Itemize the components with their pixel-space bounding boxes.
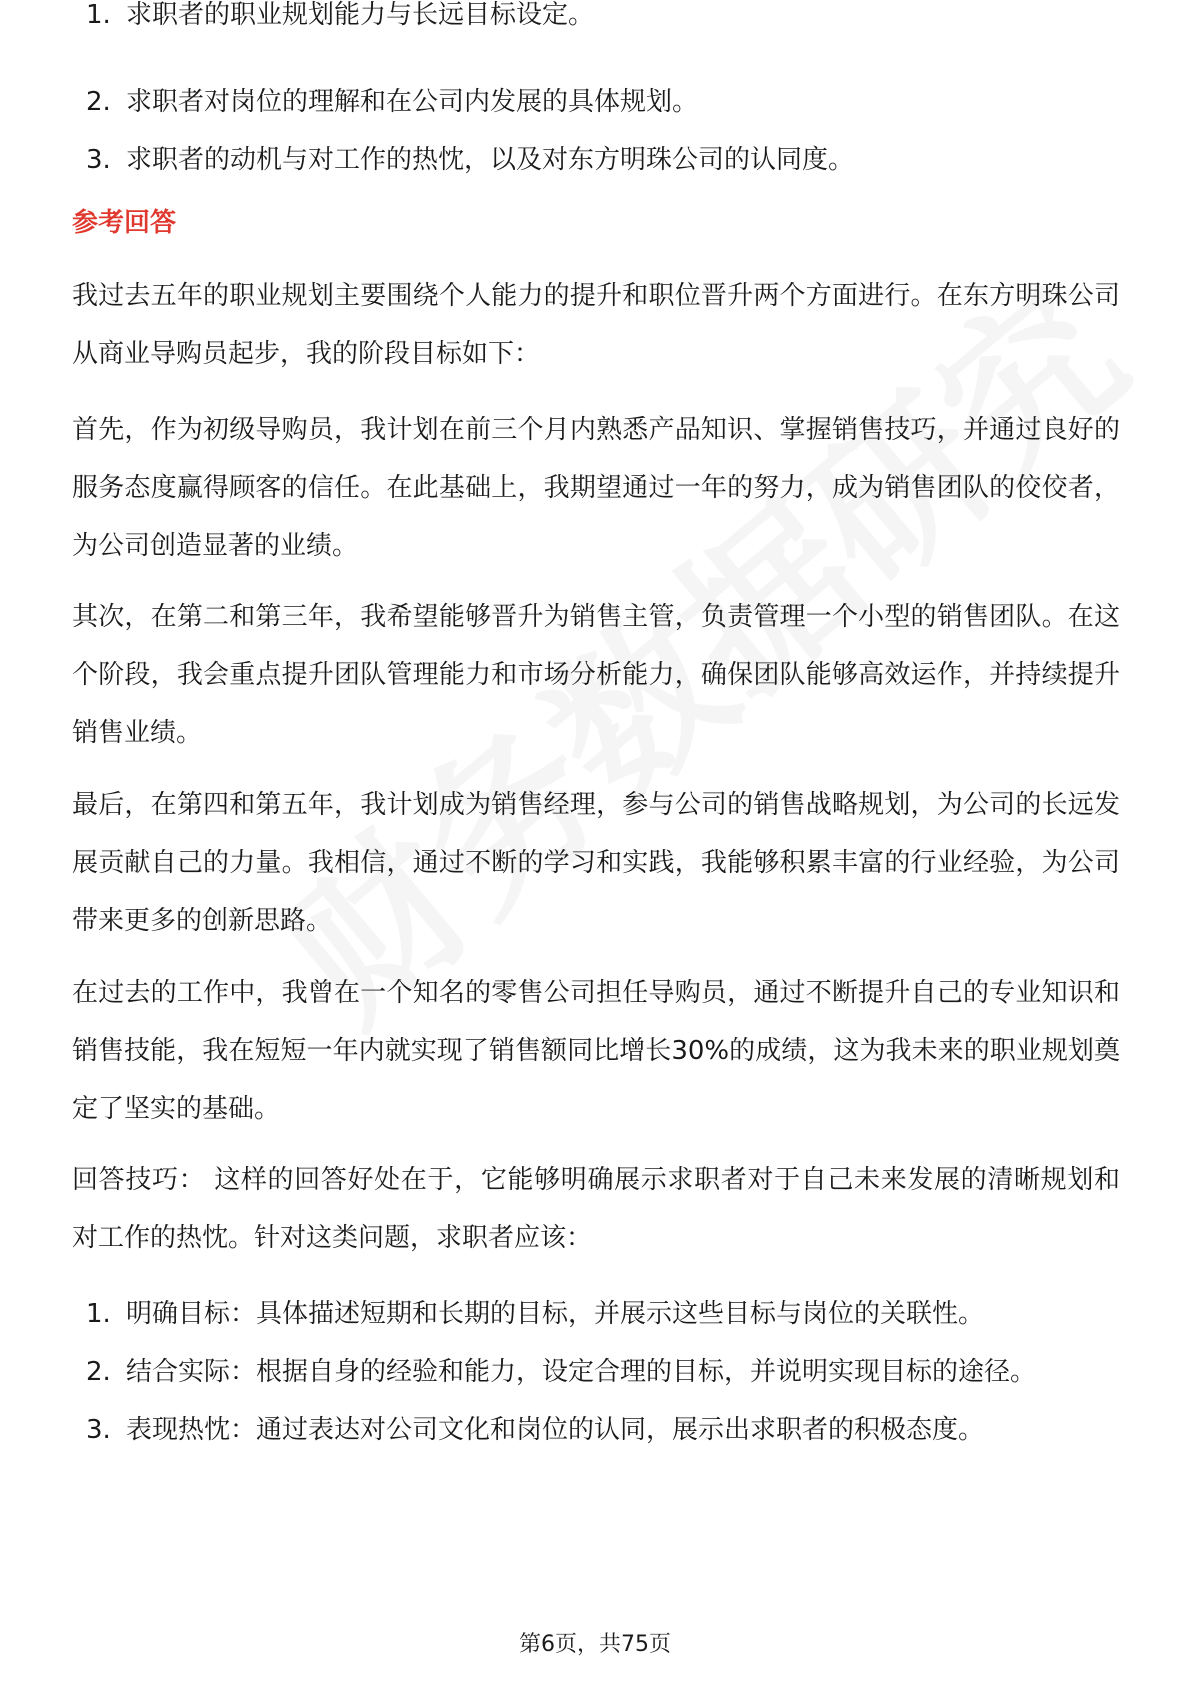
list-item (72, 73, 1120, 131)
list-item-number: 3. (86, 1415, 111, 1445)
tips-list (72, 1285, 1052, 1459)
list-item-text: 求职者对岗位的理解和在公司内发展的具体规划。 (126, 87, 699, 117)
list-item-number: 1. (86, 0, 111, 30)
list-item (72, 1343, 1052, 1401)
list-item-cut (72, 0, 1120, 44)
answer-tips-paragraph: 回答技巧： 这样的回答好处在于，它能够明确展示求职者对于自己未来发展的清晰规划和对工作的热忱。针对这类问题，求职者应该： (72, 1165, 1120, 1253)
list-item-number: 2. (86, 87, 111, 117)
paragraph-5: 在过去的工作中，我曾在一个知名的零售公司担任导购员，通过不断提升自己的专业知识和销售技能，我在短短一年内就实现了销售额同比增长30%的成绩，这为我未来的职业规划奠定了坚实的基础。 (72, 978, 1120, 1124)
evaluation-list (72, 73, 1120, 189)
answer-heading: 参考回答 (72, 208, 177, 238)
paragraph-1: 我过去五年的职业规划主要围绕个人能力的提升和职位晋升两个方面进行。在东方明珠公司从商业导购员起步，我的阶段目标如下： (72, 281, 1120, 369)
list-item-text: 求职者的职业规划能力与长远目标设定。 (126, 0, 595, 30)
paragraph-4: 最后，在第四和第五年，我计划成为销售经理，参与公司的销售战略规划，为公司的长远发展贡献自己的力量。我相信，通过不断的学习和实践，我能够积累丰富的行业经验，为公司带来更多的创新思路。 (72, 790, 1120, 936)
list-item-number: 2. (86, 1357, 111, 1387)
paragraph-2: 首先，作为初级导购员，我计划在前三个月内熟悉产品知识、掌握销售技巧，并通过良好的服务态度赢得顾客的信任。在此基础上，我期望通过一年的努力，成为销售团队的佼佼者，为公司创造显著的业绩。 (72, 415, 1120, 561)
list-item (72, 1285, 1052, 1343)
list-item-text: 表现热忱：通过表达对公司文化和岗位的认同，展示出求职者的积极态度。 (126, 1415, 985, 1445)
page-footer: 第6页，共75页 (519, 1632, 671, 1657)
paragraph-3: 其次，在第二和第三年，我希望能够晋升为销售主管，负责管理一个小型的销售团队。在这个阶段，我会重点提升团队管理能力和市场分析能力，确保团队能够高效运作，并持续提升销售业绩。 (72, 602, 1120, 748)
list-item (72, 1401, 1052, 1459)
list-item-number: 1. (86, 1299, 111, 1329)
list-item-text: 结合实际：根据自身的经验和能力，设定合理的目标，并说明实现目标的途径。 (126, 1357, 1037, 1387)
list-item (72, 131, 1120, 189)
list-item-text: 求职者的动机与对工作的热忱，以及对东方明珠公司的认同度。 (126, 145, 855, 175)
list-item-text: 明确目标：具体描述短期和长期的目标，并展示这些目标与岗位的关联性。 (126, 1299, 985, 1329)
list-item-number: 3. (86, 145, 111, 175)
